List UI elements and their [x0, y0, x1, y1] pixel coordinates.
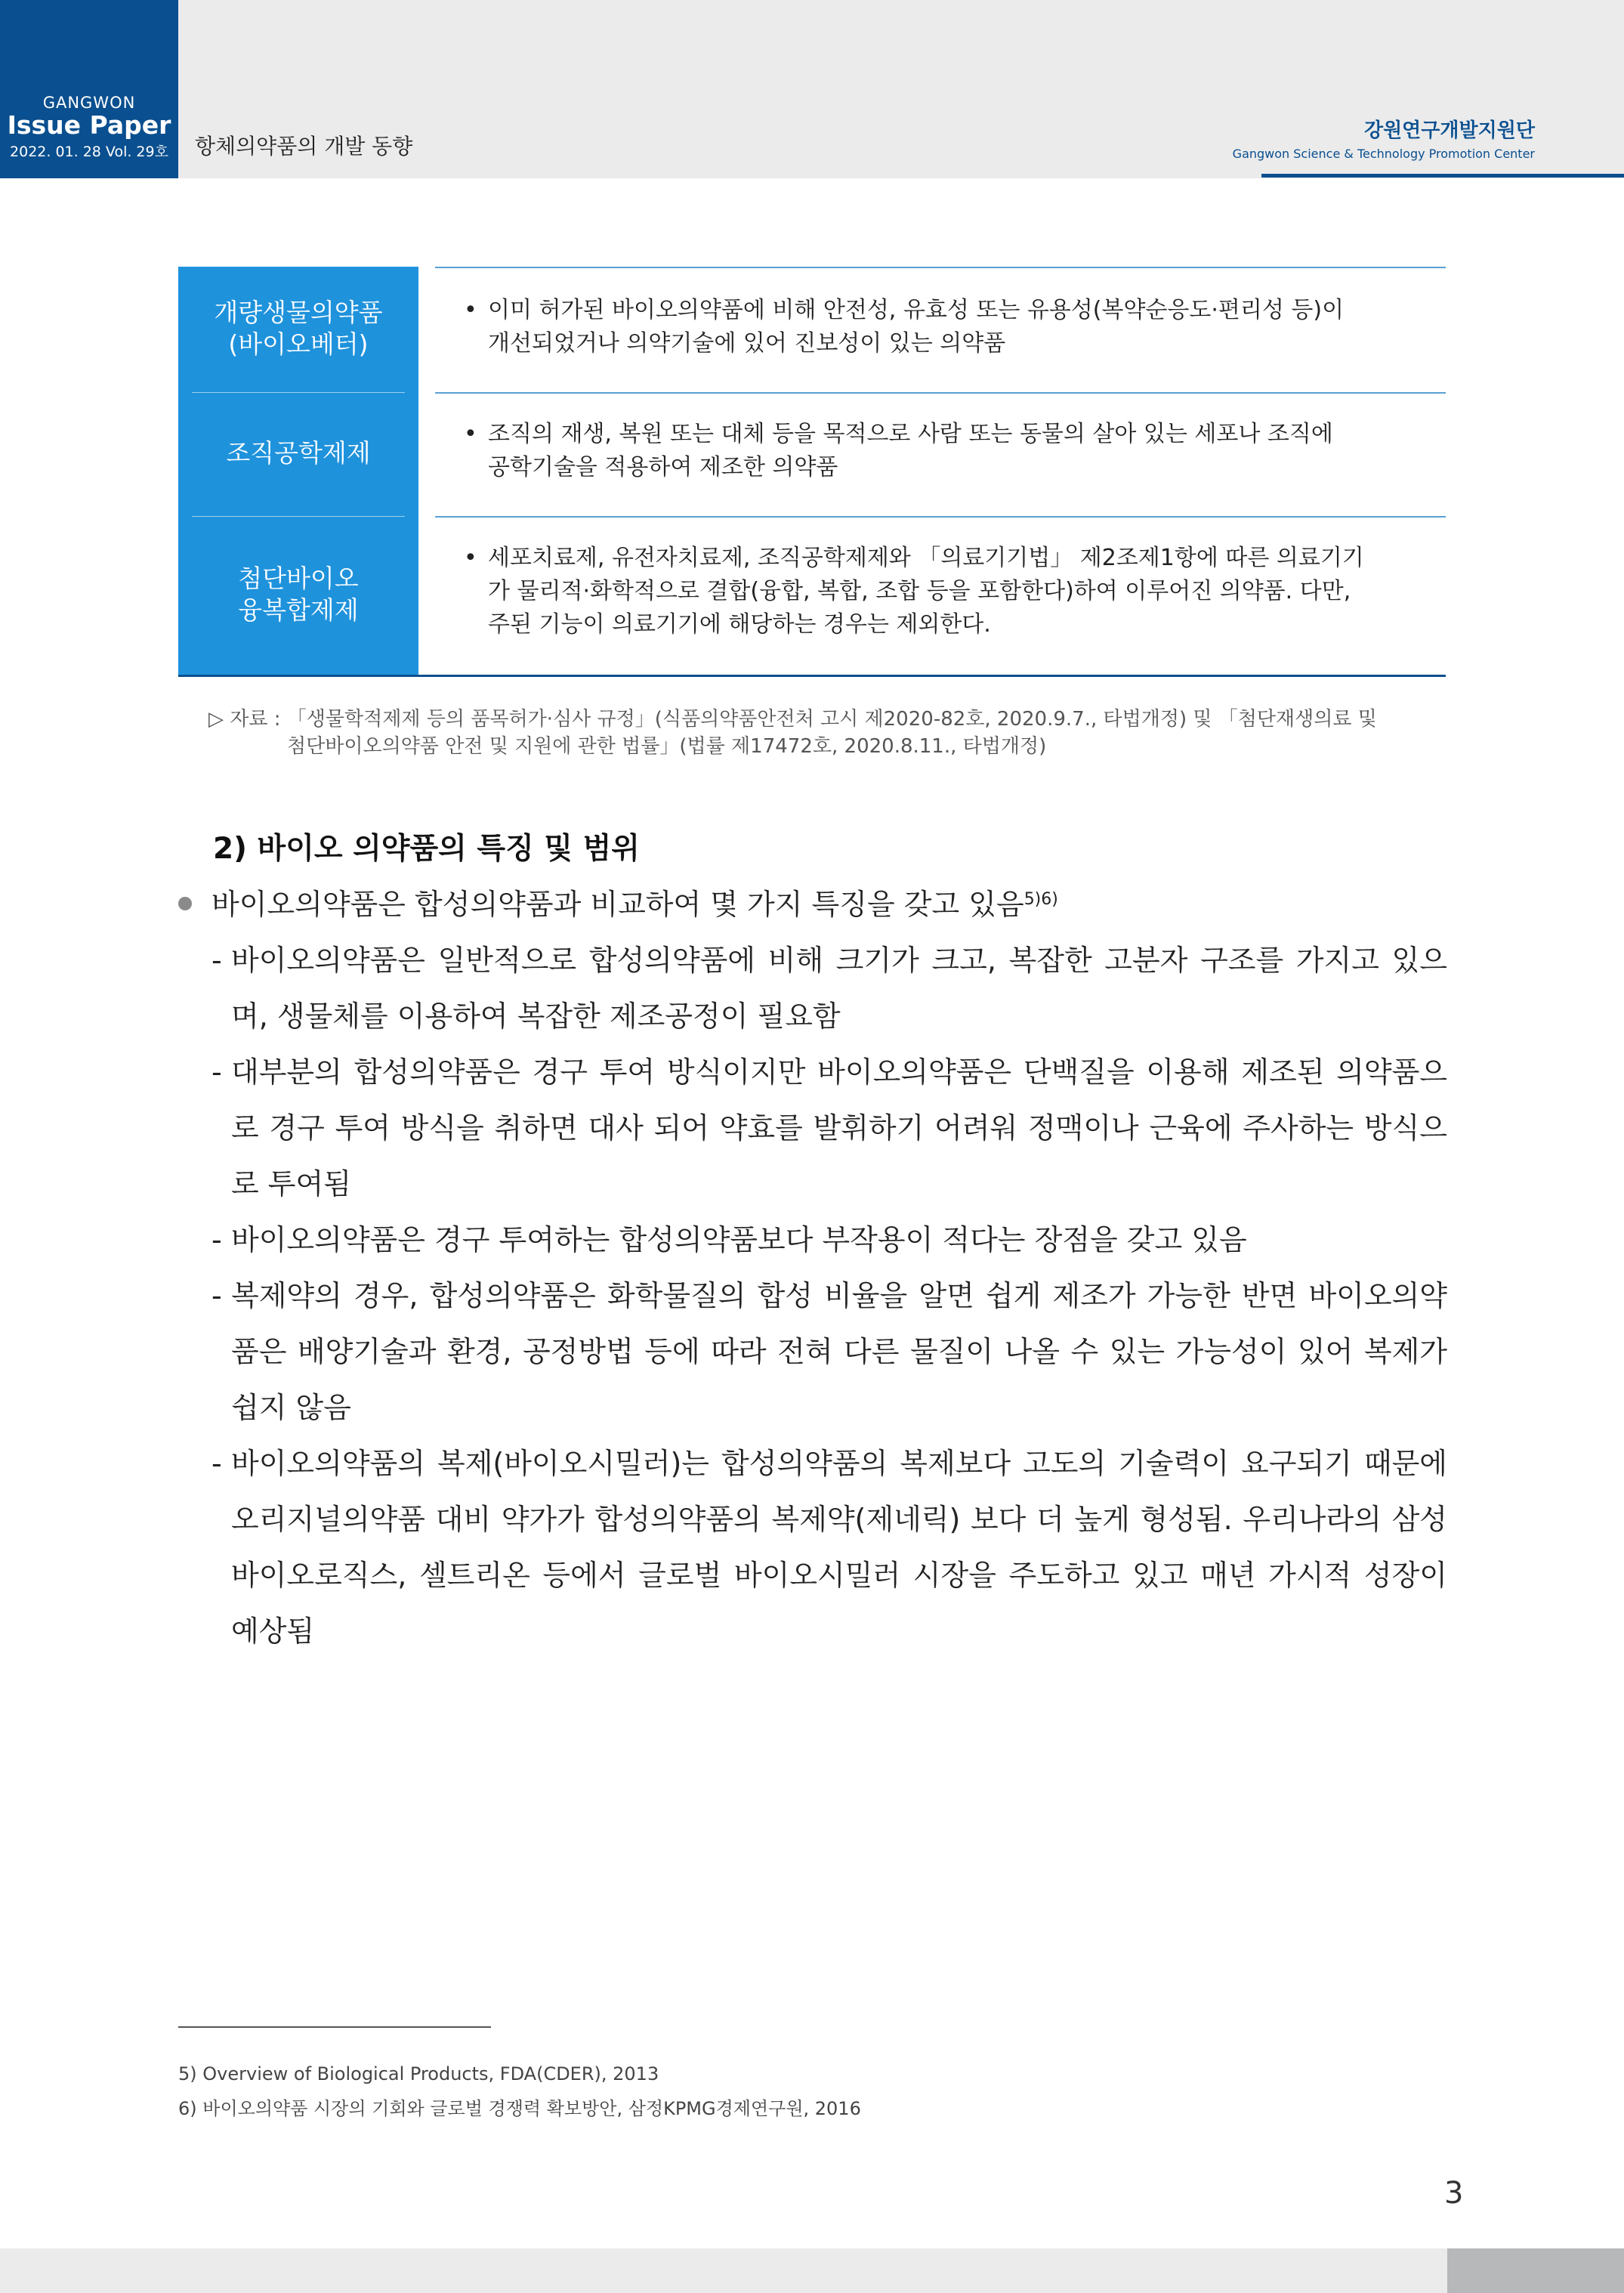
bullet-dot: •	[464, 297, 477, 323]
main-bullet-text: 바이오의약품은 합성의약품과 비교하여 몇 가지 특징을 갖고 있음	[211, 888, 1024, 921]
table-row-rule	[435, 516, 1446, 518]
dash-marker: -	[211, 1447, 222, 1480]
sub-item: - 바이오의약품은 일반적으로 합성의약품에 비해 크기가 크고, 복잡한 고분자 구조를 가지고 있으며, 생물체를 이용하여 복잡한 제조공정이 필요함	[211, 932, 1447, 1044]
header-title: 항체의약품의 개발 동향	[195, 134, 413, 159]
dash-marker: -	[211, 1055, 222, 1089]
header-accent-rule	[1261, 174, 1624, 178]
issue-paper-logo	[0, 0, 178, 178]
footnote-5: 5) Overview of Biological Products, FDA(CDER), 2013	[178, 2063, 659, 2084]
footer-block	[1447, 2248, 1624, 2293]
footnote-ref[interactable]: 5)6)	[1023, 890, 1058, 909]
term-divider	[192, 392, 405, 393]
footnote-6: 6) 바이오의약품 시장의 기회와 글로벌 경쟁력 확보방안, 삼정KPMG경제연구원, 2016	[178, 2098, 861, 2119]
org-name-english: Gangwon Science & Technology Promotion Center	[1232, 147, 1535, 161]
bullet-dot: •	[464, 421, 477, 447]
description-advanced-combination: • 세포치료제, 유전자치료제, 조직공학제제와 「의료기기법」 제2조제1항에 따른 의료기기 가 물리적·화학적으로 결합(융합, 복합, 조합 등을 포함한다)하여 이루어진 의약품. 다만, 주된 기능이 의료기기에 해당하는 경우는 제외한다.	[464, 542, 1447, 641]
description-biobetter: • 이미 허가된 바이오의약품에 비해 안전성, 유효성 또는 유용성(복약순응도·편리성 등)이 개선되었거나 의약기술에 있어 진보성이 있는 의약품	[464, 294, 1447, 360]
term-divider	[192, 516, 405, 517]
table-row-rule	[435, 392, 1446, 394]
dash-marker: -	[211, 1223, 222, 1256]
section-title: 2) 바이오 의약품의 특징 및 범위	[213, 832, 640, 866]
source-note	[208, 706, 1447, 760]
brand-gangwon: GANGWON	[42, 94, 136, 112]
table-bottom-rule	[178, 675, 1446, 677]
bullet-circle-icon	[178, 897, 192, 910]
footer-bar	[0, 2248, 1447, 2293]
footnotes	[178, 2057, 861, 2126]
sub-item: - 복제약의 경우, 합성의약품은 화학물질의 합성 비율을 알면 쉽게 제조가 가능한 반면 바이오의약품은 배양기술과 환경, 공정방법 등에 따라 전혀 다른 물질이 나올 수 있는 가능성이 있어 복제가 쉽지 않음	[211, 1268, 1447, 1435]
page-number: 3	[1444, 2176, 1464, 2211]
dash-marker: -	[211, 944, 222, 977]
sub-item: - 바이오의약품의 복제(바이오시밀러)는 합성의약품의 복제보다 고도의 기술력이 요구되기 때문에 오리지널의약품 대비 약가가 합성의약품의 복제약(제네릭) 보다 더 높게 형성됨. 우리나라의 삼성바이오로직스, 셀트리온 등에서 글로벌 바이오시밀러 시장을 주도하고 있고 매년 가시적 성장이 예상됨	[211, 1435, 1447, 1659]
term-biobetter: 개량생물의약품 (바이오베터)	[214, 298, 383, 359]
page-header	[0, 0, 1624, 178]
bullet-dot: •	[464, 545, 477, 571]
description-tissue-engineering: • 조직의 재생, 복원 또는 대체 등을 목적으로 사람 또는 동물의 살아 있는 세포나 조직에 공학기술을 적용하여 제조한 의약품	[464, 418, 1447, 484]
source-line-2: 첨단바이오의약품 안전 및 지원에 관한 법률」(법률 제17472호, 2020.8.11., 타법개정)	[287, 735, 1047, 758]
definition-table	[178, 267, 1446, 676]
org-name-korean: 강원연구개발지원단	[1363, 119, 1535, 142]
brand-date: 2022. 01. 28 Vol. 29호	[10, 144, 168, 160]
dash-marker: -	[211, 1279, 222, 1312]
sub-item: - 대부분의 합성의약품은 경구 투여 방식이지만 바이오의약품은 단백질을 이용해 제조된 의약품으로 경구 투여 방식을 취하면 대사 되어 약효를 발휘하기 어려워 정맥이나 근육에 주사하는 방식으로 투여됨	[211, 1044, 1447, 1212]
table-row-rule	[435, 267, 1446, 268]
sub-item: - 바이오의약품은 경구 투여하는 합성의약품보다 부작용이 적다는 장점을 갖고 있음	[211, 1212, 1447, 1268]
sub-item-list	[211, 932, 1447, 1659]
brand-issue-paper: Issue Paper	[7, 110, 171, 140]
footnote-rule	[178, 2026, 491, 2028]
term-tissue-engineering: 조직공학제제	[226, 438, 371, 468]
term-advanced-combination: 첨단바이오 융복합제제	[238, 564, 359, 625]
source-line-1: ▷ 자료 : 「생물학적제제 등의 품목허가·심사 규정」(식품의약품안전처 고시 제2020-82호, 2020.9.7., 타법개정) 및 「첨단재생의료 및	[208, 708, 1377, 731]
